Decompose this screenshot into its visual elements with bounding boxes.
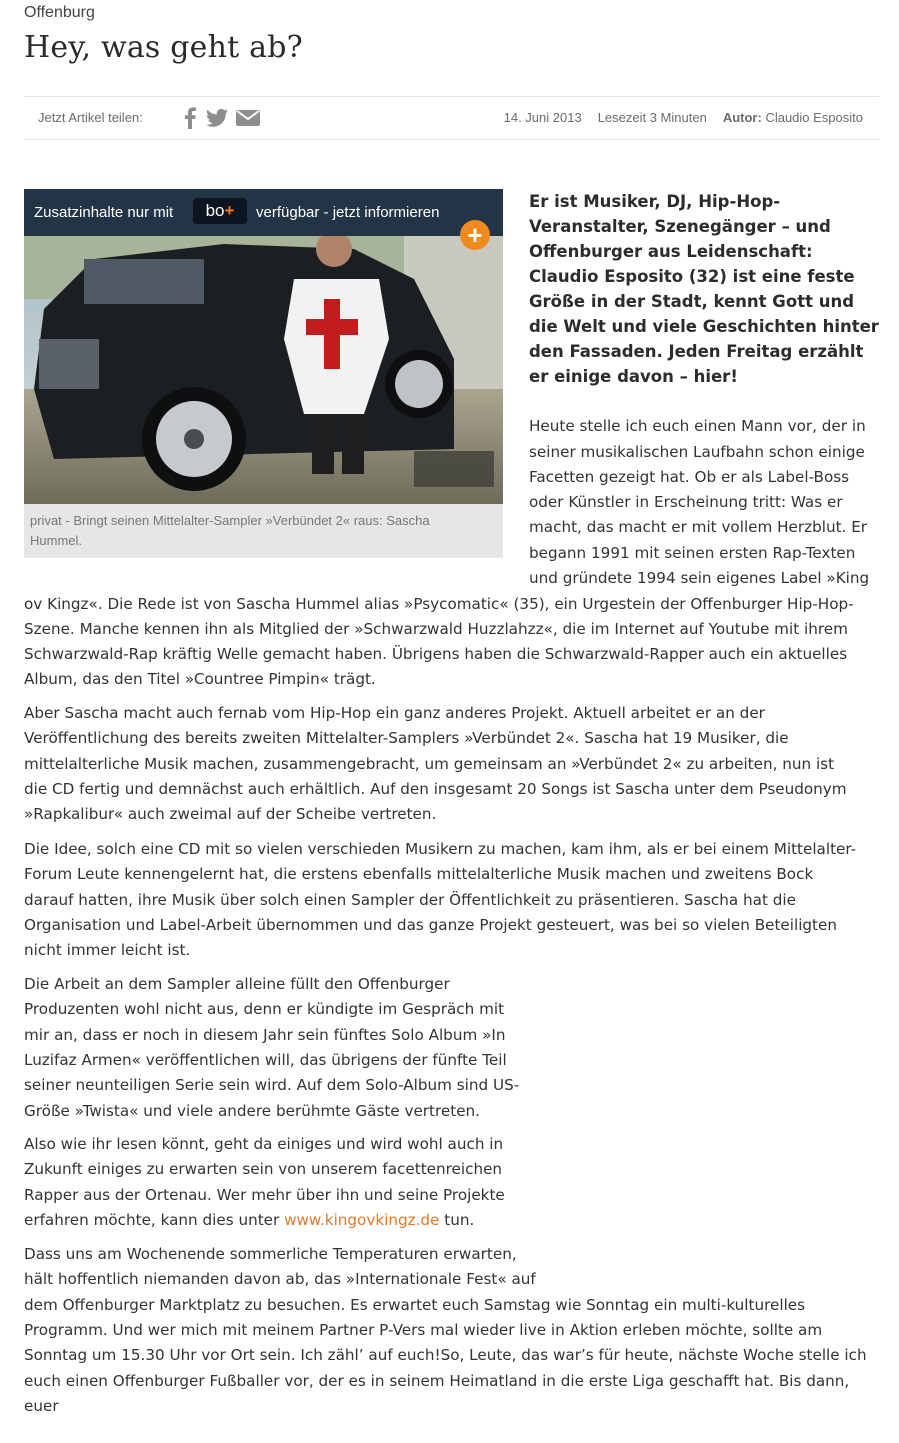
article-photo (24, 189, 503, 504)
text-line: mir an, dass er noch in diesem Jahr sein fünftes Solo Album »In (24, 1026, 506, 1044)
text-line: Produzenten wohl nicht aus, denn er kündigte im Gespräch mit (24, 1000, 505, 1018)
page-title: Hey, was geht ab? (24, 30, 303, 65)
email-icon[interactable] (236, 108, 260, 128)
text-line: Schwarzwald-Rap kräftig Welle gemacht haben. Übrigens haben die Schwarzwald-Rapper auch ein aktuelles (24, 645, 848, 663)
publish-date: 14. Juni 2013 (503, 110, 582, 125)
kicker: Offenburg (24, 4, 95, 21)
plus-button[interactable]: + (460, 220, 490, 250)
share-icons (182, 107, 260, 129)
text-line: dem Offenburger Marktplatz zu besuchen. Es erwartet euch Samstag wie Sonntag ein multi-kulturelles (24, 1296, 806, 1314)
photo-illustration (24, 189, 503, 504)
link-suffix-text: tun. (439, 1211, 475, 1229)
text-line: Forum Leute kennengelernt hat, die erstens ebenfalls mittelalterliche Musik machen und zweitens Bock (24, 865, 814, 883)
text-line: Veröffentlichung des bereits zweiten Mittelalter-Samplers »Verbündet 2«. Sascha hat 19 Musiker, die (24, 729, 789, 747)
author (723, 110, 863, 125)
link-prefix-text: erfahren möchte, kann dies unter (24, 1211, 285, 1229)
bo-plus-logo (193, 198, 247, 224)
text-line: Also wie ihr lesen könnt, geht da einiges und wird wohl auch in (24, 1135, 504, 1153)
text-line: seiner musikalischen Laufbahn schon einige (529, 443, 865, 461)
text-line: Die Arbeit an dem Sampler alleine füllt den Offenburger (24, 975, 450, 993)
text-line: die CD fertig und demnächst auch erhältlich. Auf den insgesamt 20 Songs ist Sascha unter dem Pseudonym (24, 780, 847, 798)
caption-line: privat - Bringt seinen Mittelalter-Sampler »Verbündet 2« raus: Sascha (30, 513, 430, 528)
bo-logo-text: bo (205, 201, 225, 220)
share-label: Jetzt Artikel teilen: (38, 110, 143, 125)
text-line: macht, das macht er mit vollem Herzblut. Er (529, 518, 868, 536)
twitter-icon[interactable] (206, 108, 228, 128)
text-line: begann 1991 mit seinen ersten Rap-Texten (529, 544, 856, 562)
text-line: Dass uns am Wochenende sommerliche Temperaturen erwarten, (24, 1245, 517, 1263)
text-line: Heute stelle ich euch einen Mann vor, der in (529, 417, 866, 435)
text-line: ov Kingz«. Die Rede ist von Sascha Hummel alias »Psycomatic« (35), ein Urgestein der Offenburger Hip-Hop- (24, 595, 854, 613)
text-line: und gründete 1994 sein eigenes Label »King (529, 569, 870, 587)
promo-text-after: verfügbar - jetzt informieren (256, 204, 440, 221)
bo-logo-plus: + (224, 201, 235, 220)
reading-time: Lesezeit 3 Minuten (597, 110, 707, 125)
kingovkingz-link[interactable]: www.kingovkingz.de (284, 1211, 440, 1229)
author-name: Claudio Esposito (765, 110, 863, 125)
promo-banner[interactable] (24, 189, 503, 236)
text-line: »Rapkalibur« auch zweimal auf der Scheibe vertreten. (24, 805, 437, 823)
text-line: Sonntag um 15.30 Uhr vor Ort sein. Ich zähl’ auf euch!So, Leute, das war’s für heute, nächste Woche stelle ich (24, 1346, 867, 1364)
text-line: hält hoffentlich niemanden davon ab, das »Internationale Fest« auf (24, 1270, 536, 1288)
text-line: Programm. Und wer mich mit meinem Partner P-Vers mal wieder live in Aktion erleben möchte, sollte am (24, 1321, 823, 1339)
text-line: oder Künstler in Erscheinung tritt: Was er (529, 493, 843, 511)
meta-info (504, 110, 863, 125)
text-line: Zukunft einiges zu erwarten sein von unserem facettenreichen (24, 1160, 503, 1178)
text-line: Organisation und Label-Arbeit übernommen und das ganze Projekt gesteuert, was bei so vielen Beteiligten (24, 916, 837, 934)
article-lead: Er ist Musiker, DJ, Hip-Hop-Veranstalter, Szenegänger – und Offenburger aus Leidenschaft: Claudio Esposito (32) ist eine feste Größe in der Stadt, kennt Gott und die Welt und viele Geschichten hinter den Fassaden. Jeden Freitag erzählt er einige davon – hier! (529, 192, 879, 386)
text-line: seiner neunteiligen Serie sein wird. Auf dem Solo-Album sind US- (24, 1076, 520, 1094)
promo-text-before: Zusatzinhalte nur mit (34, 204, 174, 221)
text-line: Facetten gezeigt hat. Ob er als Label-Boss (529, 468, 850, 486)
text-line: nicht immer leicht ist. (24, 941, 191, 959)
text-line: euer (24, 1397, 59, 1415)
text-line: Rapper aus der Ortenau. Wer mehr über ihn und seine Projekte (24, 1186, 505, 1204)
text-line: Luzifaz Armen« veröffentlichen will, das übrigens der fünfte Teil (24, 1051, 507, 1069)
text-line: darauf hatten, ihre Musik über solch einen Sampler der Öffentlichkeit zu präsentieren. Sascha hat die (24, 891, 796, 909)
text-line: mittelalterliche Musik machen, zusammengebracht, um gemeinsam an »Verbündet 2« zu arbeiten, nun ist (24, 755, 835, 773)
text-line: Aber Sascha macht auch fernab vom Hip-Hop ein ganz anderes Projekt. Aktuell arbeitet er an der (24, 704, 765, 722)
text-line: Album, das den Titel »Countree Pimpin« trägt. (24, 670, 376, 688)
text-line (24, 1208, 474, 1233)
text-line: euch einen Offenburger Fußballer vor, der es in seinem Heimatland in die erste Liga geschafft hat. Bis dann, (24, 1372, 850, 1390)
author-label: Autor: (722, 110, 762, 125)
text-line: Die Idee, solch eine CD mit so vielen verschieden Musikern zu machen, kam ihm, als er bei einem Mittelalter- (24, 840, 857, 858)
article-meta-bar (24, 96, 879, 140)
article-image-box (24, 189, 503, 558)
text-line: Szene. Manche kennen ihn als Mitglied der »Schwarzwald Huzzlahzz«, die im Internet auf Youtube mit ihrem (24, 620, 848, 638)
caption-line: Hummel. (30, 533, 83, 548)
facebook-icon[interactable] (182, 107, 198, 129)
text-line: Größe »Twista« und viele andere berühmte Gäste vertreten. (24, 1102, 481, 1120)
image-caption (30, 511, 490, 551)
